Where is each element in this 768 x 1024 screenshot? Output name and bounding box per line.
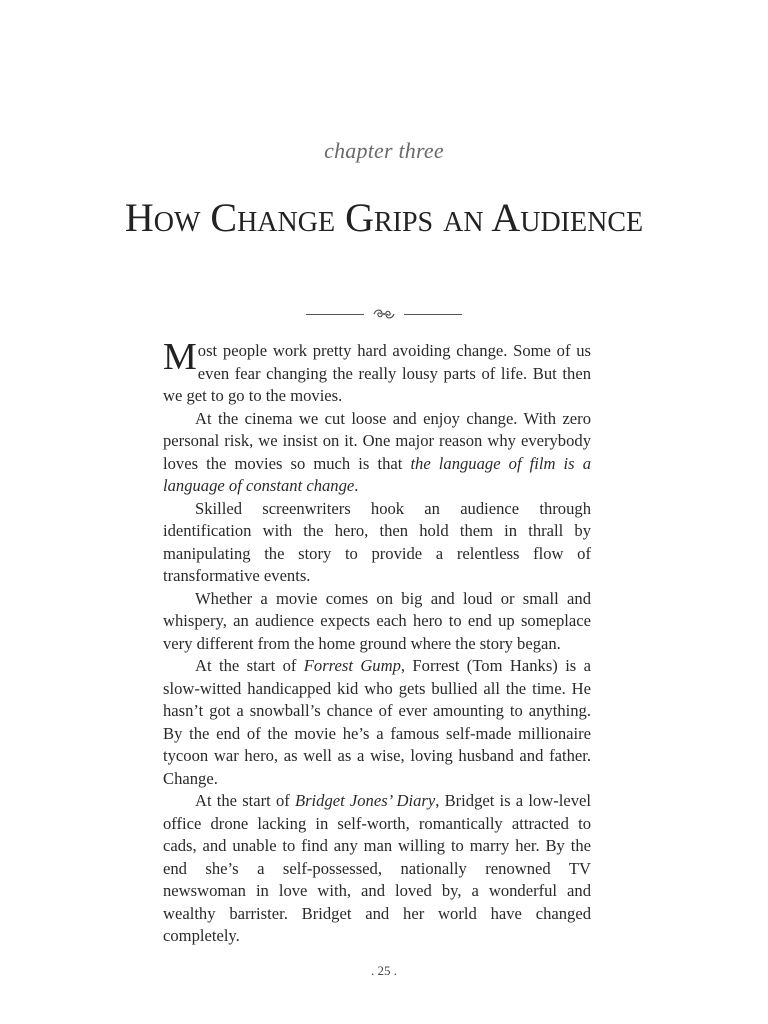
paragraph-6 <box>163 790 591 948</box>
paragraph-text: , Bridget is a low-level office drone lacking in self-worth, romantically attracted to cads, and unable to find any man willing to marry her. By the end she’s a self-possessed, nationally renowned TV newswoman in love with, and loved by, a wonderful and wealthy barrister. Bridget and her world have changed completely. <box>163 791 591 945</box>
paragraph-5 <box>163 655 591 790</box>
title-ornament <box>0 306 768 322</box>
paragraph-text: At the start of <box>195 791 295 810</box>
paragraph-text: , Forrest (Tom Hanks) is a slow-witted handicapped kid who gets bullied all the time. He hasn’t got a snowball’s chance of ever amounting to anything. By the end of the movie he’s a famous self-made millionaire tycoon war hero, as well as a wise, loving husband and father. Change. <box>163 656 592 788</box>
paragraph-1 <box>163 336 591 408</box>
ornament-rule-left <box>306 314 364 315</box>
chapter-body <box>163 336 592 948</box>
page-number: . 25 . <box>371 963 397 978</box>
paragraph-2 <box>163 408 591 498</box>
paragraph-text: At the start of <box>195 656 304 675</box>
ornament-rule-right <box>404 314 462 315</box>
emphasis-text: the language of film is a language of constant change <box>163 453 592 495</box>
paragraph-3 <box>163 498 591 588</box>
drop-cap: M <box>163 336 197 378</box>
film-title: Bridget Jones’ Diary <box>294 791 436 810</box>
scroll-flourish-icon <box>372 307 396 321</box>
chapter-label: chapter three <box>324 138 444 163</box>
paragraph-text: Whether a movie comes on big and loud or small and whispery, an audience expects each hero to end up someplace very different from the home ground where the story began. <box>163 588 591 653</box>
film-title: Forrest Gump <box>303 656 401 675</box>
paragraph-text: . <box>354 476 359 495</box>
paragraph-text: ost people work pretty hard avoiding change. Some of us even fear changing the really lousy parts of life. But then we get to go to the movies. <box>163 341 591 405</box>
chapter-title: How Change Grips an Audience <box>124 195 644 240</box>
paragraph-text: Skilled screenwriters hook an audience through identification with the hero, then hold them in thrall by manipulating the story to provide a relentless flow of transformative events. <box>163 498 591 585</box>
paragraph-4 <box>163 588 591 656</box>
paragraph-text: At the cinema we cut loose and enjoy change. With zero personal risk, we insist on it. One major reason why everybody loves the movies so much is that <box>163 408 591 473</box>
